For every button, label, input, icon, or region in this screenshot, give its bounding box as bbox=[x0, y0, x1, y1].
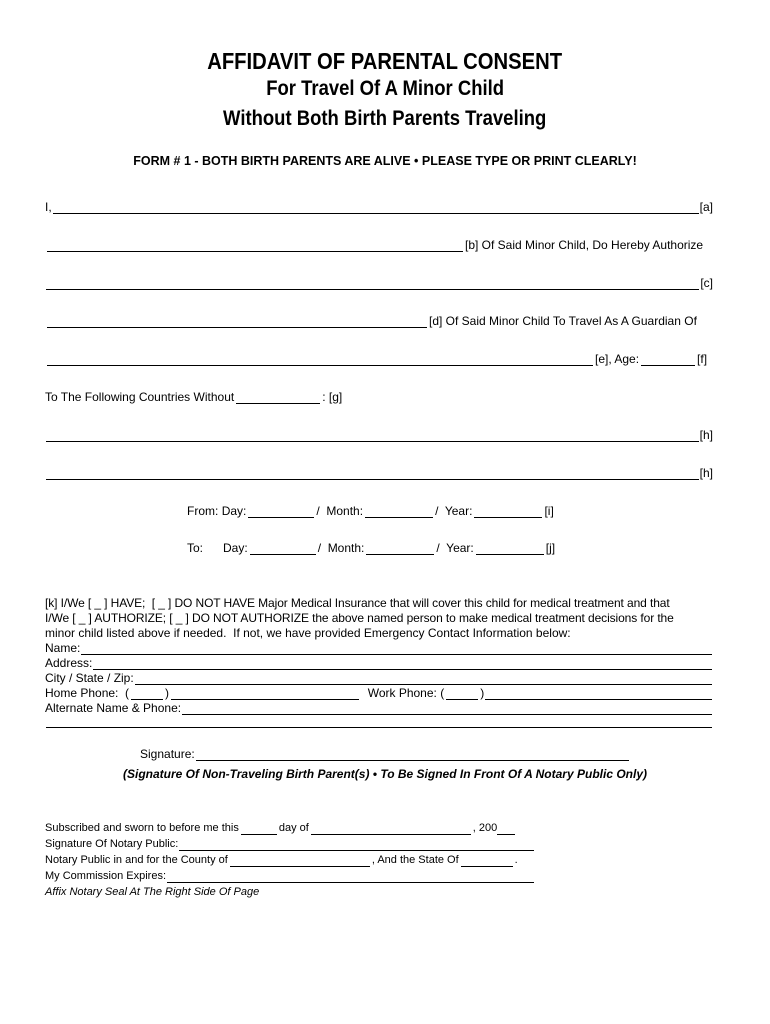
title-line-3: Without Both Birth Parents Traveling bbox=[223, 107, 547, 130]
from-month-input[interactable] bbox=[365, 506, 433, 518]
commission-expires-input[interactable] bbox=[167, 871, 534, 883]
field-g-input[interactable] bbox=[236, 392, 320, 404]
contact-city-input[interactable] bbox=[135, 673, 712, 685]
home-area-code-input[interactable] bbox=[131, 688, 163, 700]
signature-note: (Signature Of Non-Traveling Birth Parent(s) • To Be Signed In Front Of A Notary Public Only) bbox=[122, 767, 647, 781]
work-phone-input[interactable] bbox=[485, 688, 712, 700]
from-year-input[interactable] bbox=[474, 506, 542, 518]
notary-signature-row: Signature Of Notary Public: bbox=[45, 837, 535, 851]
work-area-code-input[interactable] bbox=[446, 688, 478, 700]
field-d-row: [d] Of Said Minor Child To Travel As A Guardian Of bbox=[45, 314, 713, 328]
medical-line-1: [k] I/We [ _ ] HAVE; [ _ ] DO NOT HAVE Major Medical Insurance that will cover this child for medical treatment and that bbox=[45, 596, 670, 610]
alternate-contact-input[interactable] bbox=[182, 703, 712, 715]
from-date-row: From: Day: / Month: / Year: [i] bbox=[187, 504, 554, 518]
sworn-month-input[interactable] bbox=[311, 823, 471, 835]
field-g-row: To The Following Countries Without : [g] bbox=[45, 390, 343, 404]
from-day-input[interactable] bbox=[248, 506, 314, 518]
field-e-row: [e], Age: [f] bbox=[45, 352, 713, 366]
contact-phone-row: Home Phone: ( ) Work Phone: ( ) bbox=[45, 686, 713, 700]
title-line-1: AFFIDAVIT OF PARENTAL CONSENT bbox=[207, 48, 563, 74]
field-c-row: [c] bbox=[45, 276, 713, 290]
sworn-day-input[interactable] bbox=[241, 823, 277, 835]
notary-signature-input[interactable] bbox=[179, 839, 534, 851]
state-input[interactable] bbox=[461, 855, 513, 867]
field-b-row: [b] Of Said Minor Child, Do Hereby Authorize bbox=[45, 238, 713, 252]
contact-address-row: Address: bbox=[45, 656, 713, 670]
contact-address-input[interactable] bbox=[93, 658, 712, 670]
field-a-input[interactable] bbox=[53, 202, 699, 214]
field-c-input[interactable] bbox=[46, 278, 699, 290]
contact-name-row: Name: bbox=[45, 641, 713, 655]
contact-city-row: City / State / Zip: bbox=[45, 671, 713, 685]
field-b-input[interactable] bbox=[47, 240, 463, 252]
contact-alternate-row: Alternate Name & Phone: bbox=[45, 701, 713, 715]
county-input[interactable] bbox=[230, 855, 370, 867]
field-f-input[interactable] bbox=[641, 354, 695, 366]
medical-line-2: I/We [ _ ] AUTHORIZE; [ _ ] DO NOT AUTHORIZE the above named person to make medical treatment decisions for the bbox=[45, 611, 674, 625]
home-phone-input[interactable] bbox=[171, 688, 359, 700]
to-year-input[interactable] bbox=[476, 543, 544, 555]
to-day-input[interactable] bbox=[250, 543, 316, 555]
signature-row: Signature: bbox=[140, 747, 630, 761]
extra-contact-input[interactable] bbox=[46, 716, 712, 728]
notary-sworn-row: Subscribed and sworn to before me this day of , 200 bbox=[45, 821, 535, 835]
sworn-year-input[interactable] bbox=[497, 823, 515, 835]
form-heading: FORM # 1 - BOTH BIRTH PARENTS ARE ALIVE • PLEASE TYPE OR PRINT CLEARLY! bbox=[133, 154, 637, 168]
field-h2-input[interactable] bbox=[46, 468, 699, 480]
field-d-input[interactable] bbox=[47, 316, 427, 328]
field-h2-row: [h] bbox=[45, 466, 713, 480]
contact-name-input[interactable] bbox=[81, 643, 712, 655]
field-e-input[interactable] bbox=[47, 354, 593, 366]
to-date-row: To: Day: / Month: / Year: [j] bbox=[187, 541, 556, 555]
to-month-input[interactable] bbox=[366, 543, 434, 555]
field-h1-input[interactable] bbox=[46, 430, 699, 442]
title-line-2: For Travel Of A Minor Child bbox=[266, 77, 504, 100]
signature-input[interactable] bbox=[196, 749, 629, 761]
field-a-row: I, [a] bbox=[45, 200, 713, 214]
contact-extra-row bbox=[45, 716, 713, 728]
medical-line-3: minor child listed above if needed. If not, we have provided Emergency Contact Information below: bbox=[45, 626, 571, 640]
notary-expires-row: My Commission Expires: bbox=[45, 869, 535, 883]
field-h1-row: [h] bbox=[45, 428, 713, 442]
notary-seal-note: Affix Notary Seal At The Right Side Of Page bbox=[45, 886, 260, 898]
notary-county-row: Notary Public in and for the County of , And the State Of . bbox=[45, 854, 518, 866]
